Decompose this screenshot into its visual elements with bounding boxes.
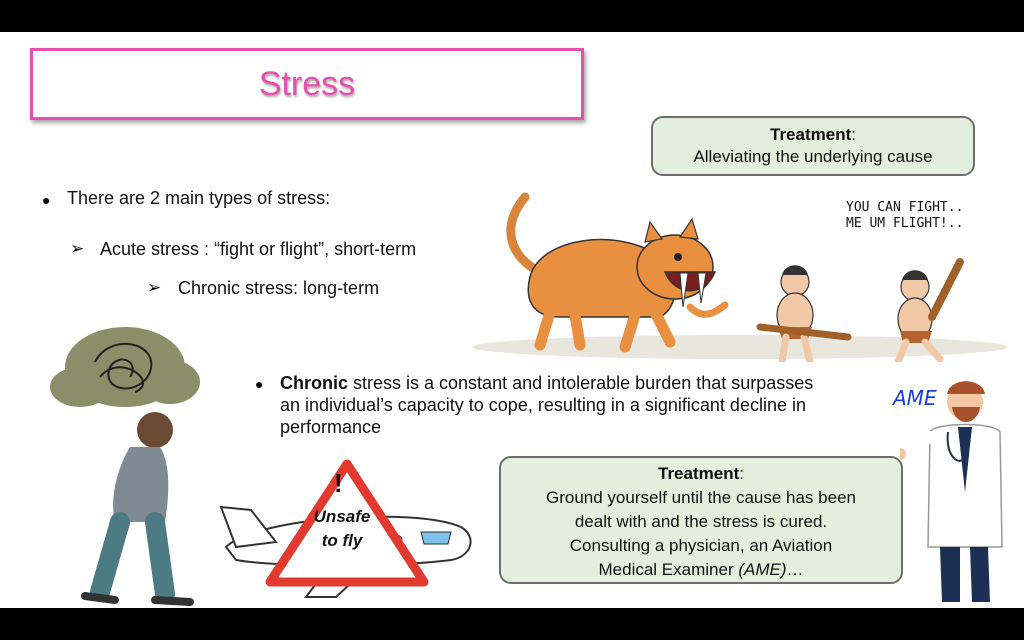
title-box (30, 48, 584, 120)
treatment-colon: : (739, 464, 744, 483)
sign-line-1: Unsafe (313, 507, 371, 526)
arrow-bullet: ➢ (70, 239, 85, 258)
treatment-line-4c: … (786, 560, 804, 579)
bullet-dot: ● (255, 376, 264, 392)
speech-line-1: YOU CAN FIGHT.. (846, 200, 964, 215)
treatment-line-3: Consulting a physician, an Aviation (569, 536, 833, 555)
stressed-man-illustration (40, 322, 220, 608)
bullet-dot: ● (42, 192, 51, 208)
slide (0, 32, 1024, 608)
chronic-desc-3: performance (280, 417, 382, 437)
comic-speech (846, 200, 963, 232)
chronic-description (280, 372, 813, 438)
doctor-illustration (900, 372, 1010, 608)
warning-exclaim: ! (334, 468, 343, 498)
treatment-box-bottom (499, 456, 903, 584)
ame-label: AME (893, 386, 937, 410)
treatment-line-1: Ground yourself until the cause has been (546, 488, 856, 507)
treatment-line-4b: (AME) (738, 560, 787, 579)
treatment-line-4a: Medical Examiner (598, 560, 739, 579)
chronic-stress-item: Chronic stress: long-term (178, 278, 380, 298)
arrow-bullet: ➢ (147, 278, 162, 297)
intro-bullet-text: There are 2 main types of stress: (67, 188, 331, 208)
sign-line-2: to fly (321, 531, 363, 550)
treatment-body: Alleviating the underlying cause (693, 147, 933, 166)
chronic-bold: Chronic (280, 373, 349, 393)
speech-line-2: ME UM FLIGHT!.. (846, 216, 964, 231)
treatment-colon: : (851, 125, 856, 144)
treatment-box-top (651, 116, 975, 176)
treatment-line-2: dealt with and the stress is cured. (574, 512, 828, 531)
chronic-desc-1: stress is a constant and intolerable burden that surpasses (348, 373, 814, 393)
acute-stress-text: Acute stress : “fight or flight”, short-term (100, 239, 417, 259)
treatment-heading: Treatment (658, 464, 740, 483)
chronic-desc-2: an individual’s capacity to cope, resulting in a significant decline in (280, 395, 806, 415)
slide-title: Stress (258, 65, 356, 103)
unsafe-to-fly-text (300, 505, 384, 553)
treatment-heading: Treatment (770, 125, 852, 144)
